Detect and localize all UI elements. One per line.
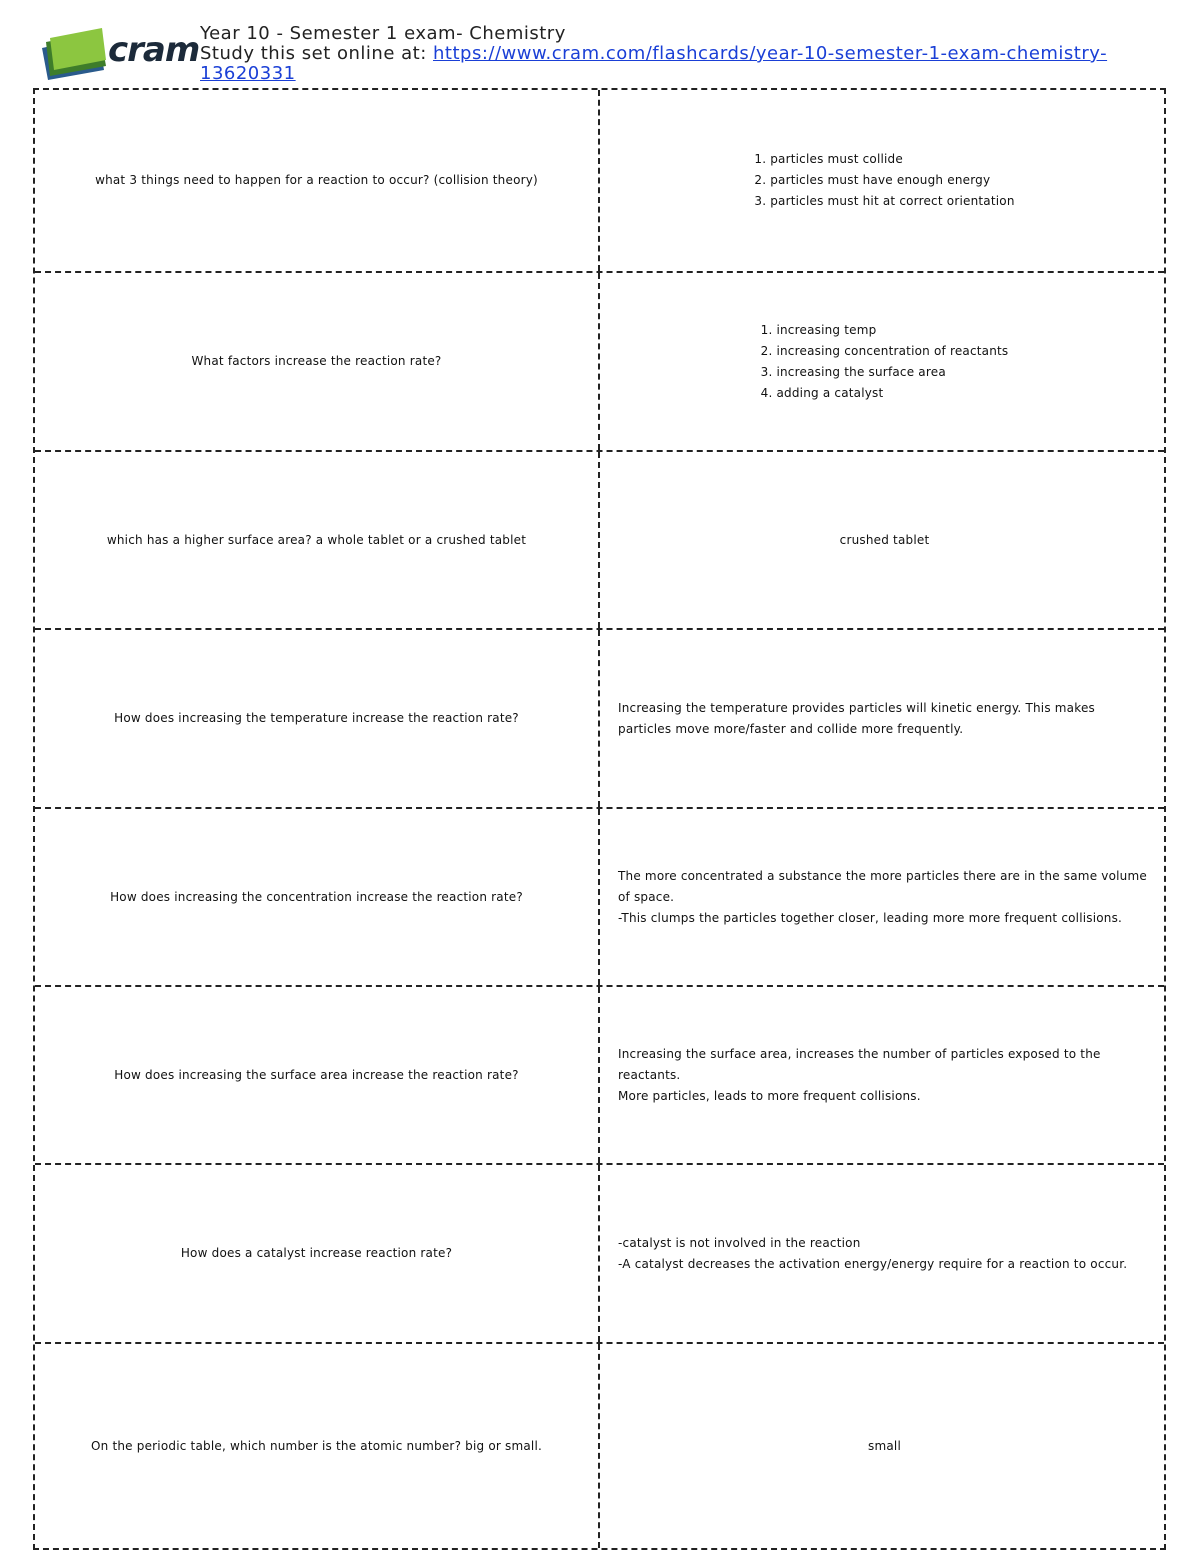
card-term: what 3 things need to happen for a reaction to occur? (collision theory) bbox=[95, 173, 538, 187]
card-definition: Increasing the temperature provides particles will kinetic energy. This makes particles move more/faster and collide more frequently. bbox=[618, 700, 1095, 736]
card-row bbox=[35, 628, 1164, 807]
study-online-line bbox=[200, 44, 1160, 84]
card-row bbox=[35, 90, 1164, 271]
header-text bbox=[200, 24, 1160, 84]
cram-logo[interactable] bbox=[40, 26, 200, 86]
card-definition: 1. particles must collide 2. particles must have enough energy 3. particles must hit at correct orientation bbox=[754, 152, 1015, 208]
card-definition: -catalyst is not involved in the reaction -A catalyst decreases the activation energy/energy require for a reaction to occur. bbox=[618, 1235, 1128, 1271]
page-header bbox=[40, 20, 1160, 86]
card-definition: The more concentrated a substance the more particles there are in the same volume of space. -This clumps the particles together closer, leading more more frequent collisions. bbox=[618, 868, 1147, 925]
card-row bbox=[35, 1342, 1164, 1548]
document-title: Year 10 - Semester 1 exam- Chemistry bbox=[200, 23, 566, 44]
cram-logo-text: cram bbox=[108, 30, 200, 70]
card-term: How does increasing the concentration increase the reaction rate? bbox=[110, 889, 523, 904]
card-definition: small bbox=[868, 1438, 901, 1453]
card-term: What factors increase the reaction rate? bbox=[191, 354, 442, 368]
card-definition: 1. increasing temp 2. increasing concentration of reactants 3. increasing the surface area 4. adding a catalyst bbox=[760, 322, 1009, 400]
flashcard-grid bbox=[33, 88, 1166, 1550]
card-row bbox=[35, 450, 1164, 628]
cram-logo-icon bbox=[40, 26, 112, 82]
study-link[interactable]: https://www.cram.com/flashcards/year-10-semester-1-exam-chemistry-13620331 bbox=[200, 43, 1108, 84]
study-prefix: Study this set online at: bbox=[200, 43, 433, 64]
card-term: How does a catalyst increase reaction rate? bbox=[180, 1246, 453, 1260]
card-row bbox=[35, 985, 1164, 1163]
card-row bbox=[35, 271, 1164, 450]
card-term: On the periodic table, which number is the atomic number? big or small. bbox=[91, 1438, 542, 1453]
card-definition: crushed tablet bbox=[839, 532, 930, 547]
card-term: How does increasing the surface area increase the reaction rate? bbox=[114, 1067, 519, 1082]
card-row bbox=[35, 807, 1164, 985]
card-row bbox=[35, 1163, 1164, 1342]
card-term: How does increasing the temperature increase the reaction rate? bbox=[114, 711, 519, 725]
card-definition: Increasing the surface area, increases the number of particles exposed to the reactants. More particles, leads to more frequent collisions. bbox=[618, 1046, 1101, 1103]
card-term: which has a higher surface area? a whole tablet or a crushed tablet bbox=[106, 532, 527, 547]
